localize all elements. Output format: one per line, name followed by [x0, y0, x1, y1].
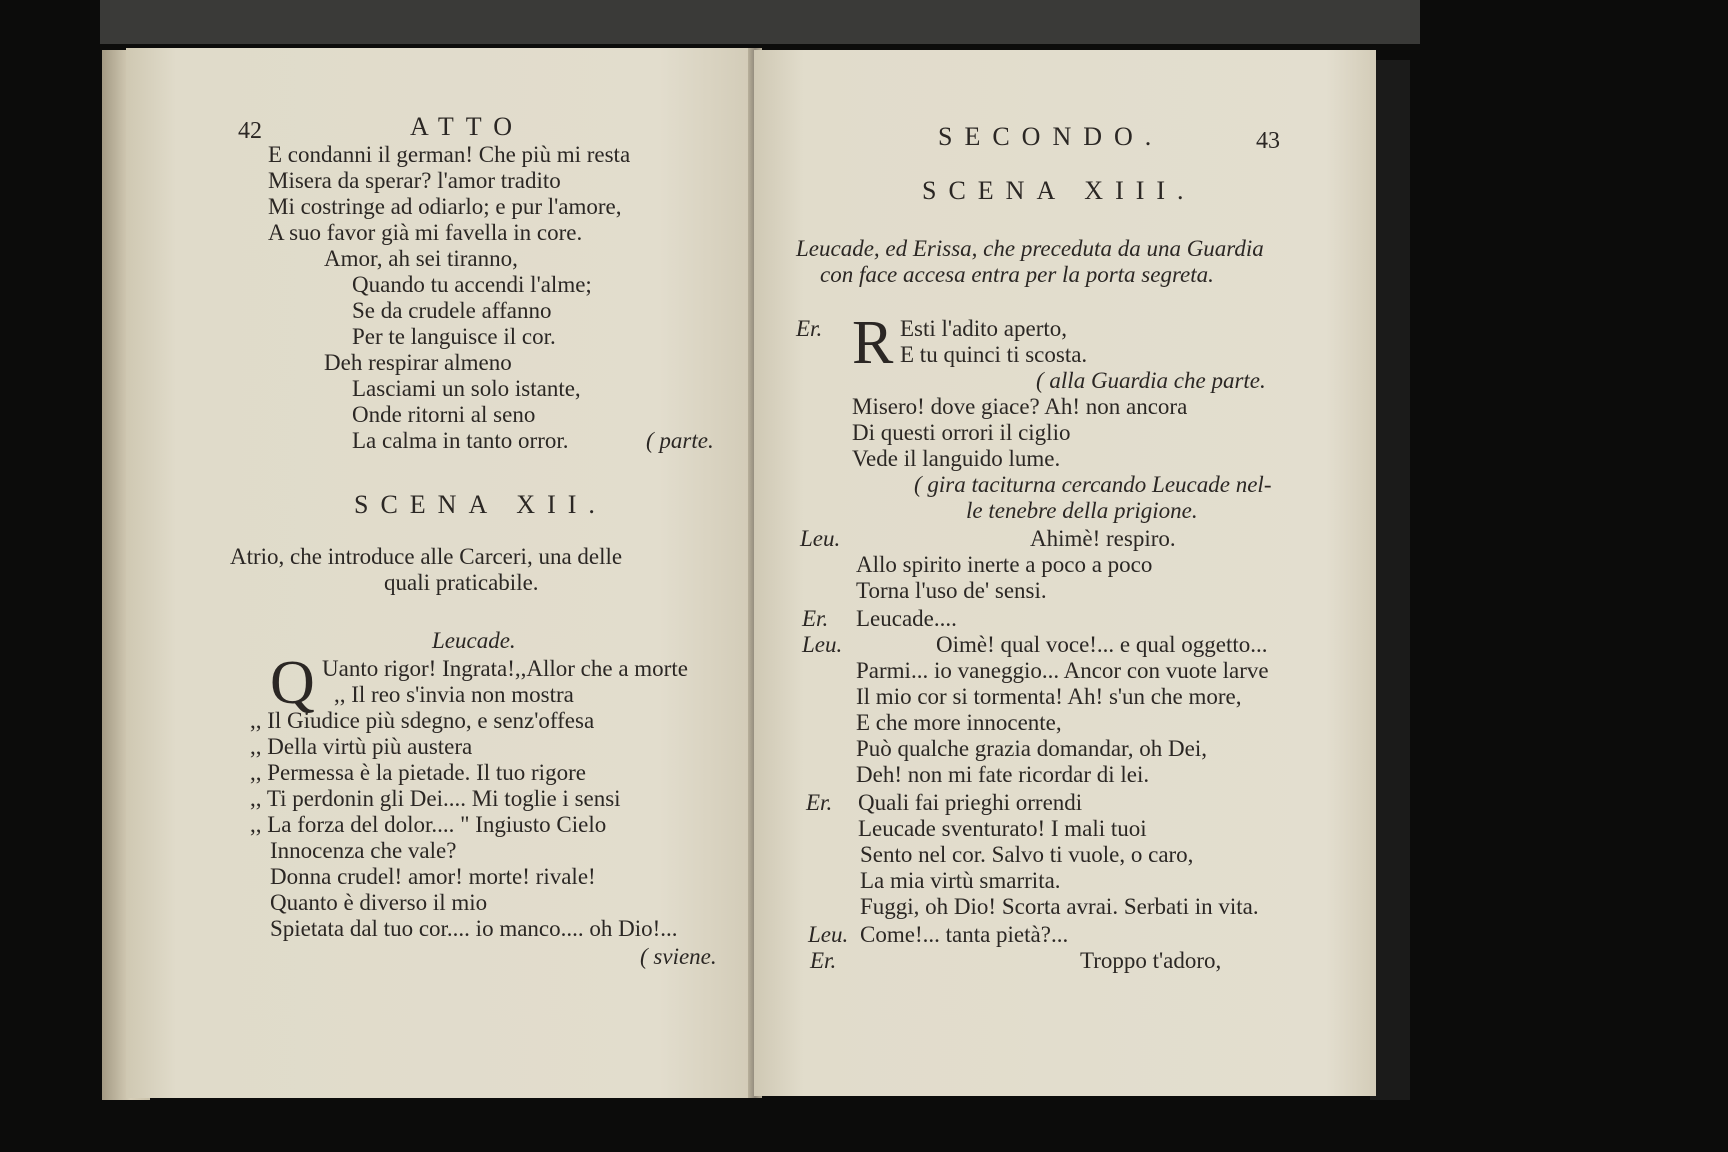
dialogue-line: Oimè! qual voce!... e qual oggetto... — [936, 632, 1268, 657]
aria-line: Quando tu accendi l'alme; — [352, 272, 592, 297]
drop-cap: Q — [270, 649, 315, 717]
dialogue-line: Parmi... io vaneggio... Ancor con vuote larve — [856, 658, 1269, 683]
verse-line: Mi costringe ad odiarlo; e pur l'amore, — [268, 194, 622, 219]
speech-line: Innocenza che vale? — [270, 838, 457, 863]
dialogue-line: Di questi orrori il ciglio — [852, 420, 1071, 445]
dialogue-line: Fuggi, oh Dio! Scorta avrai. Serbati in vita. — [860, 894, 1259, 919]
left-page — [126, 48, 754, 1098]
dialogue-line: E che more innocente, — [856, 710, 1062, 735]
dialogue-line: Torna l'uso de' sensi. — [856, 578, 1047, 603]
verse-line: A suo favor già mi favella in core. — [268, 220, 583, 245]
scene-heading: SCENA XII. — [354, 490, 607, 519]
stage-direction: ( gira taciturna cercando Leucade nel- — [914, 472, 1272, 497]
speaker-label: Leu. — [808, 922, 849, 947]
dialogue-line: La mia virtù smarrita. — [860, 868, 1061, 893]
speech-line: Quanto è diverso il mio — [270, 890, 488, 915]
speaker-label: Er. — [806, 790, 833, 815]
dialogue-line: Leucade sventurato! I mali tuoi — [858, 816, 1147, 841]
dialogue-line: Come!... tanta pietà?... — [860, 922, 1069, 947]
speaker-label: Er. — [802, 606, 829, 631]
dialogue-line: Misero! dove giace? Ah! non ancora — [852, 394, 1188, 419]
dialogue-line: E tu quinci ti scosta. — [900, 342, 1088, 367]
speaker-label: Er. — [796, 316, 823, 341]
scene-description: quali praticabile. — [384, 570, 539, 595]
stage-direction: le tenebre della prigione. — [966, 498, 1198, 523]
scene-description: Atrio, che introduce alle Carceri, una delle — [230, 544, 623, 569]
speaker-label: Er. — [810, 948, 837, 973]
dialogue-line: Troppo t'adoro, — [1080, 948, 1222, 973]
page-shadow — [1370, 60, 1410, 1100]
speaker-label: Leu. — [802, 632, 843, 657]
speech-line: ,, Il Giudice più sdegno, e senz'offesa — [250, 708, 595, 733]
dialogue-line: Esti l'adito aperto, — [900, 316, 1068, 341]
speech-line: ,, Il reo s'invia non mostra — [334, 682, 574, 707]
dialogue-line: Allo spirito inerte a poco a poco — [856, 552, 1153, 577]
speech-line: ,, Permessa è la pietade. Il tuo rigore — [250, 760, 586, 785]
dialogue-line: Quali fai prieghi orrendi — [858, 790, 1083, 815]
dialogue-line: Può qualche grazia domandar, oh Dei, — [856, 736, 1207, 761]
speech-line: Donna crudel! amor! morte! rivale! — [270, 864, 596, 889]
scene-description: con face accesa entra per la porta segreta. — [820, 262, 1214, 287]
scene-description: Leucade, ed Erissa, che preceduta da una Guardia — [796, 236, 1264, 261]
verse-line: Misera da sperar? l'amor tradito — [268, 168, 561, 193]
aria-line: La calma in tanto orror. — [352, 428, 569, 453]
scanner-top-bar — [100, 0, 1420, 44]
aria-line: Se da crudele affanno — [352, 298, 552, 323]
speech-line: Uanto rigor! Ingrata!,,Allor che a morte — [322, 656, 688, 681]
page-number: 43 — [1256, 128, 1280, 154]
dialogue-line: Ahimè! respiro. — [1030, 526, 1176, 551]
verse-line: E condanni il german! Che più mi resta — [268, 142, 631, 167]
drop-cap: R — [852, 309, 894, 377]
aria-line: Onde ritorni al seno — [352, 402, 536, 427]
aria-line: Per te languisce il cor. — [352, 324, 556, 349]
stage-direction: ( alla Guardia che parte. — [1036, 368, 1266, 393]
stage-direction: ( sviene. — [640, 944, 717, 969]
aria-line: Deh respirar almeno — [324, 350, 512, 375]
dialogue-line: Il mio cor si tormenta! Ah! s'un che more, — [856, 684, 1242, 709]
speech-line: Spietata dal tuo cor.... io manco.... oh Dio!... — [270, 916, 678, 941]
dialogue-line: Sento nel cor. Salvo ti vuole, o caro, — [860, 842, 1194, 867]
running-head: SECONDO. — [938, 122, 1164, 151]
speech-line: ,, La forza del dolor.... " Ingiusto Cielo — [250, 812, 607, 837]
page-number: 42 — [238, 118, 262, 144]
speaker-name: Leucade. — [432, 628, 516, 653]
speech-line: ,, Ti perdonin gli Dei.... Mi toglie i sensi — [250, 786, 621, 811]
dialogue-line: Deh! non mi fate ricordar di lei. — [856, 762, 1150, 787]
aria-line: Lasciami un solo istante, — [352, 376, 581, 401]
running-head: ATTO — [410, 112, 524, 141]
speech-line: ,, Della virtù più austera — [250, 734, 473, 759]
aria-line: Amor, ah sei tiranno, — [324, 246, 518, 271]
right-page — [754, 50, 1376, 1096]
dialogue-line: Vede il languido lume. — [852, 446, 1061, 471]
stage-direction: ( parte. — [646, 428, 714, 453]
scene-heading: SCENA XIII. — [922, 176, 1196, 205]
dialogue-line: Leucade.... — [856, 606, 957, 631]
speaker-label: Leu. — [800, 526, 841, 551]
